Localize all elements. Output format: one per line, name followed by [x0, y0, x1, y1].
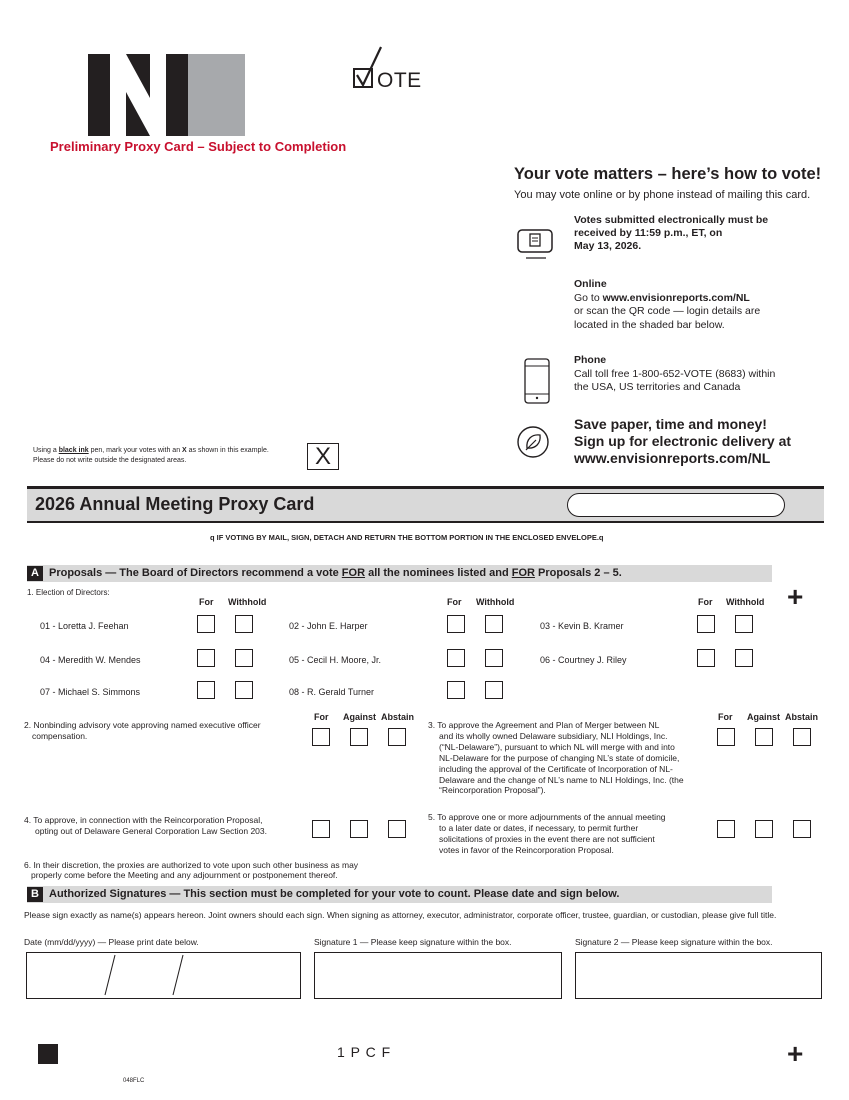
vote-checkbox-against[interactable]: [350, 820, 368, 838]
card-bottom-rule: [27, 521, 824, 523]
vote-checkbox-abstain[interactable]: [793, 820, 811, 838]
vote-checkbox-withhold[interactable]: [235, 681, 253, 699]
phone-line: the USA, US territories and Canada: [574, 381, 741, 393]
signature-2-label: Signature 2 — Please keep signature within the box.: [575, 937, 773, 947]
vote-checkbox-for[interactable]: [197, 649, 215, 667]
online-prefix: Go to: [574, 291, 603, 304]
nominee: 04 - Meredith W. Mendes: [40, 655, 141, 665]
signature-1-label: Signature 1 — Please keep signature within the box.: [314, 937, 512, 947]
vote-checkbox-for[interactable]: [447, 615, 465, 633]
nominee: 08 - R. Gerald Turner: [289, 687, 375, 697]
small-code: 048FLC: [123, 1078, 145, 1084]
vote-checkbox-abstain[interactable]: [388, 820, 406, 838]
monitor-icon: [516, 228, 556, 265]
col-for: For: [698, 597, 713, 607]
col-withhold: Withhold: [476, 597, 515, 607]
proposal-2-text: 2. Nonbinding advisory vote approving named executive officer compensation.: [24, 720, 261, 741]
phone-icon: [524, 358, 550, 409]
deadline-line: Votes submitted electronically must be: [574, 214, 769, 226]
vote-logo-text: OTE: [377, 69, 422, 92]
online-line: or scan the QR code — login details are: [574, 305, 761, 317]
nominee: 05 - Cecil H. Moore, Jr.: [289, 655, 382, 665]
ink-note-line2: Please do not write outside the designated areas.: [33, 457, 187, 464]
plus-mark: +: [787, 581, 804, 612]
vote-checkbox-withhold[interactable]: [485, 649, 503, 667]
vote-checkbox-for[interactable]: [312, 728, 330, 746]
col-abstain: Abstain: [381, 712, 415, 722]
vote-checkbox-withhold[interactable]: [235, 615, 253, 633]
fold-instruction: q IF VOTING BY MAIL, SIGN, DETACH AND RETURN THE BOTTOM PORTION IN THE ENCLOSED ENVELOPE.q: [210, 533, 604, 542]
col-for: For: [314, 712, 329, 722]
vote-info-title: Your vote matters – here’s how to vote!: [514, 165, 822, 183]
nominee: 07 - Michael S. Simmons: [40, 687, 141, 697]
nominee: 03 - Kevin B. Kramer: [540, 621, 624, 631]
vote-checkbox-for[interactable]: [697, 615, 715, 633]
vote-info-subtitle: You may vote online or by phone instead of mailing this card.: [514, 189, 811, 201]
section-letter: A: [27, 566, 43, 581]
deadline-line: May 13, 2026.: [574, 240, 642, 252]
nominee: 02 - John E. Harper: [289, 621, 368, 631]
col-withhold: Withhold: [228, 597, 267, 607]
section-b-title: B Authorized Signatures — This section must be completed for your vote to count. Please date and sign below.: [27, 887, 619, 902]
vote-checkbox-for[interactable]: [447, 649, 465, 667]
proposal-6-text: 6. In their discretion, the proxies are authorized to vote upon such other business as may properly come before the Meeting and any adjournment or postponement thereof.: [24, 860, 359, 880]
preliminary-label: Preliminary Proxy Card – Subject to Completion: [50, 139, 347, 154]
vote-checkbox-withhold[interactable]: [735, 615, 753, 633]
date-slashes: [27, 953, 299, 997]
vote-checkbox-abstain[interactable]: [388, 728, 406, 746]
vote-checkbox-withhold[interactable]: [485, 615, 503, 633]
deadline-text: [574, 214, 768, 253]
nominee: 06 - Courtney J. Riley: [540, 655, 627, 665]
vote-checkbox-withhold[interactable]: [235, 649, 253, 667]
vote-checkbox-against[interactable]: [755, 820, 773, 838]
col-against: Against: [747, 712, 781, 722]
deadline-line: received by 11:59 p.m., ET, on: [574, 227, 723, 239]
vote-checkbox-for[interactable]: [197, 681, 215, 699]
col-for: For: [199, 597, 214, 607]
col-abstain: Abstain: [785, 712, 819, 722]
col-for: For: [447, 597, 462, 607]
paper-line: Save paper, time and money!: [574, 416, 767, 432]
phone-section: [574, 354, 775, 395]
col-for: For: [718, 712, 733, 722]
phone-line: Call toll free 1-800-652-VOTE (8683) within: [574, 367, 776, 380]
col-against: Against: [343, 712, 377, 722]
online-line: located in the shaded bar below.: [574, 318, 725, 331]
vote-checkbox-for[interactable]: [717, 820, 735, 838]
vote-checkbox-against[interactable]: [350, 728, 368, 746]
vote-checkbox-against[interactable]: [755, 728, 773, 746]
section-letter: B: [27, 887, 43, 902]
online-section: [574, 278, 760, 332]
form-code: 1 P C F: [337, 1044, 392, 1060]
online-title: Online: [574, 278, 607, 290]
nominee: 01 - Loretta J. Feehan: [40, 621, 129, 631]
vote-checkbox-abstain[interactable]: [793, 728, 811, 746]
signature-1-field[interactable]: [314, 952, 562, 999]
vote-checkbox-for[interactable]: [447, 681, 465, 699]
col-withhold: Withhold: [726, 597, 765, 607]
vote-checkbox-for[interactable]: [312, 820, 330, 838]
proposal-5-text: 5. To approve one or more adjournments of the annual meeting to a later date or dates, if necessary, to permit further solicitations of proxies in the event there are not sufficient votes in favor of the Reincorporation Proposal.: [428, 812, 666, 855]
vote-checkbox-withhold[interactable]: [485, 681, 503, 699]
ink-instruction: Using a black ink pen, mark your votes with an X as shown in this example. Please do not write outside the designated areas.: [33, 447, 269, 464]
company-logo: [88, 54, 245, 136]
date-label: Date (mm/dd/yyyy) — Please print date below.: [24, 937, 199, 947]
phone-title: Phone: [574, 354, 607, 366]
login-pill: [567, 493, 785, 517]
vote-checkbox-for[interactable]: [197, 615, 215, 633]
registration-square: [38, 1044, 58, 1064]
proposal-4-text: 4. To approve, in connection with the Reincorporation Proposal, opting out of Delaware General Corporation Law Section 203.: [24, 815, 268, 836]
signature-instruction: Please sign exactly as name(s) appears hereon. Joint owners should each sign. When signing as attorney, executor, administrator, corporate officer, trustee, guardian, or custodian, please give full title.: [24, 910, 777, 920]
online-url-link[interactable]: www.envisionreports.com/NL: [602, 291, 750, 304]
p1-label: 1. Election of Directors:: [27, 588, 110, 597]
vote-checkbox-withhold[interactable]: [735, 649, 753, 667]
paper-section: [574, 416, 791, 467]
proposal-3-text: 3. To approve the Agreement and Plan of Merger between NL and its wholly owned Delaware subsidiary, NLI Holdings, Inc. (“NL-Delaware”), pursuant to which NL will merge with and into NL-Delaware for the purpose of changing NL’s state of domicile, including the approval of the Certificate of Incorporation of NL- Delaware and the change of NL’s name to NLI Holdings, Inc. (the “Reincorporation Proposal”).: [428, 720, 684, 796]
vote-checkbox-for[interactable]: [697, 649, 715, 667]
paper-line: www.envisionreports.com/NL: [574, 450, 771, 466]
section-a-title: A Proposals — The Board of Directors recommend a vote FOR all the nominees listed and FOR Proposals 2 – 5.: [27, 566, 622, 581]
card-title: 2026 Annual Meeting Proxy Card: [35, 494, 315, 514]
vote-checkbox-for[interactable]: [717, 728, 735, 746]
date-field[interactable]: [26, 952, 301, 999]
leaf-icon: [516, 425, 550, 464]
nl-logo-graphic: [88, 54, 245, 136]
signature-2-field[interactable]: [575, 952, 822, 999]
vote-logo: [353, 45, 443, 95]
plus-mark: +: [787, 1038, 804, 1069]
sample-x-box: X: [307, 443, 339, 470]
paper-line: Sign up for electronic delivery at: [574, 433, 792, 449]
